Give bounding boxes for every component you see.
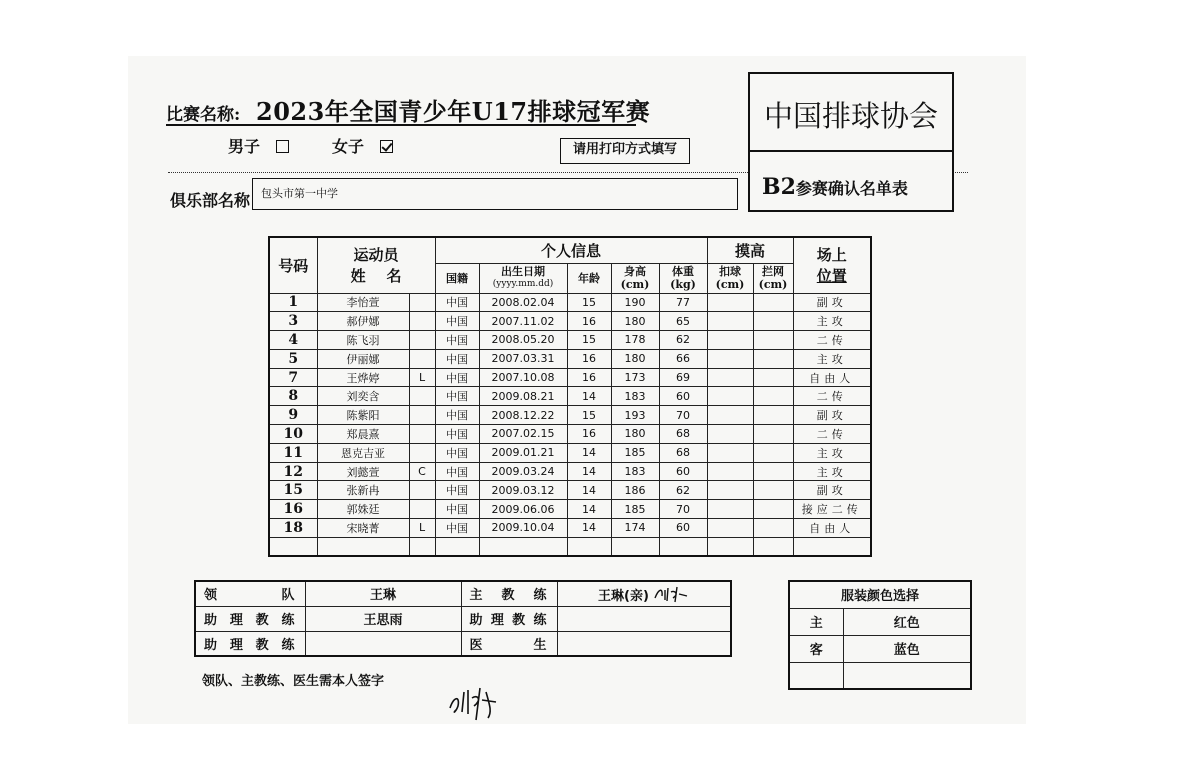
player-number[interactable]: 15 <box>269 481 317 500</box>
player-birth-date[interactable]: 2009.10.04 <box>479 519 567 538</box>
leader-signature <box>446 682 508 722</box>
doctor-name[interactable] <box>557 631 731 656</box>
player-spike-reach[interactable] <box>707 537 753 556</box>
home-color[interactable]: 红色 <box>843 608 971 635</box>
player-birth-date[interactable]: 2007.10.08 <box>479 368 567 387</box>
male-label: 男子 <box>228 137 261 156</box>
player-weight[interactable]: 60 <box>659 519 707 538</box>
player-name[interactable]: 张新冉 <box>317 481 409 500</box>
player-block-reach[interactable] <box>753 500 793 519</box>
player-block-reach[interactable] <box>753 537 793 556</box>
player-name[interactable]: 陈紫阳 <box>317 406 409 425</box>
title-underline <box>166 124 636 126</box>
player-height[interactable] <box>611 537 659 556</box>
player-nationality[interactable]: 中国 <box>435 519 479 538</box>
player-position[interactable]: 主攻 <box>793 312 871 331</box>
player-role-flag[interactable] <box>409 537 435 556</box>
player-age[interactable]: 15 <box>567 406 611 425</box>
table-row <box>269 537 871 556</box>
player-nationality[interactable]: 中国 <box>435 406 479 425</box>
player-nationality[interactable]: 中国 <box>435 349 479 368</box>
player-spike-reach[interactable] <box>707 293 753 312</box>
player-number[interactable]: 11 <box>269 443 317 462</box>
player-birth-date[interactable]: 2009.01.21 <box>479 443 567 462</box>
player-number[interactable]: 12 <box>269 462 317 481</box>
player-birth-date[interactable]: 2009.03.24 <box>479 462 567 481</box>
player-age[interactable]: 14 <box>567 387 611 406</box>
team-doctor-name[interactable] <box>557 606 731 631</box>
print-note: 请用打印方式填写 <box>560 138 690 164</box>
player-block-reach[interactable] <box>753 406 793 425</box>
col-weight-label: 体重 <box>672 265 695 278</box>
player-height[interactable]: 180 <box>611 312 659 331</box>
head-coach-name[interactable] <box>557 581 731 606</box>
player-name[interactable]: 刘奕含 <box>317 387 409 406</box>
player-role-flag[interactable] <box>409 387 435 406</box>
player-role-flag[interactable] <box>409 425 435 444</box>
player-spike-reach[interactable] <box>707 406 753 425</box>
player-age[interactable]: 14 <box>567 500 611 519</box>
player-nationality[interactable]: 中国 <box>435 500 479 519</box>
player-weight[interactable]: 60 <box>659 387 707 406</box>
player-position[interactable]: 副攻 <box>793 481 871 500</box>
col-age: 年龄 <box>567 263 611 293</box>
assistant-coach-label: 助理教练 <box>195 606 305 631</box>
player-spike-reach[interactable] <box>707 349 753 368</box>
player-weight[interactable]: 70 <box>659 406 707 425</box>
col-birth <box>479 263 567 293</box>
player-position[interactable]: 主攻 <box>793 462 871 481</box>
table-row <box>269 462 871 481</box>
player-number[interactable]: 18 <box>269 519 317 538</box>
player-weight[interactable]: 62 <box>659 481 707 500</box>
player-birth-date[interactable]: 2007.11.02 <box>479 312 567 331</box>
col-weight-unit: (kg) <box>670 278 696 291</box>
player-name[interactable]: 郝伊娜 <box>317 312 409 331</box>
assistant-coach-2-name[interactable] <box>305 631 461 656</box>
player-nationality[interactable]: 中国 <box>435 312 479 331</box>
head-coach-signature <box>653 584 689 604</box>
player-weight[interactable]: 69 <box>659 368 707 387</box>
player-role-flag[interactable] <box>409 293 435 312</box>
club-label: 俱乐部名称 <box>170 191 251 210</box>
table-row <box>269 387 871 406</box>
roster-table <box>268 236 872 557</box>
player-birth-date[interactable]: 2007.02.15 <box>479 425 567 444</box>
leader-name[interactable]: 王琳 <box>305 581 461 606</box>
col-block <box>753 263 793 293</box>
player-spike-reach[interactable] <box>707 519 753 538</box>
player-weight[interactable]: 68 <box>659 443 707 462</box>
player-weight[interactable]: 65 <box>659 312 707 331</box>
player-nationality[interactable]: 中国 <box>435 462 479 481</box>
player-role-flag[interactable] <box>409 481 435 500</box>
doctor-label: 医生 <box>461 631 557 656</box>
player-birth-date[interactable]: 2009.03.12 <box>479 481 567 500</box>
player-nationality[interactable]: 中国 <box>435 293 479 312</box>
player-birth-date[interactable]: 2008.05.20 <box>479 331 567 350</box>
player-birth-date[interactable] <box>479 537 567 556</box>
player-weight[interactable]: 60 <box>659 462 707 481</box>
away-label: 客 <box>789 635 843 662</box>
player-name[interactable]: 郭姝廷 <box>317 500 409 519</box>
away-color[interactable]: 蓝色 <box>843 635 971 662</box>
player-number[interactable]: 4 <box>269 331 317 350</box>
player-height[interactable]: 190 <box>611 293 659 312</box>
player-spike-reach[interactable] <box>707 312 753 331</box>
player-spike-reach[interactable] <box>707 387 753 406</box>
form-name: 参赛确认名单表 <box>795 179 908 198</box>
player-name[interactable] <box>317 537 409 556</box>
player-role-flag[interactable]: C <box>409 462 435 481</box>
player-block-reach[interactable] <box>753 443 793 462</box>
player-height[interactable]: 174 <box>611 519 659 538</box>
female-checkbox[interactable] <box>380 140 393 153</box>
player-nationality[interactable]: 中国 <box>435 425 479 444</box>
player-birth-date[interactable]: 2009.06.06 <box>479 500 567 519</box>
player-age[interactable]: 16 <box>567 425 611 444</box>
club-name-field[interactable]: 包头市第一中学 <box>252 178 738 210</box>
table-row <box>269 443 871 462</box>
player-position[interactable]: 二传 <box>793 331 871 350</box>
col-athlete <box>317 237 435 293</box>
player-position[interactable]: 自由人 <box>793 519 871 538</box>
player-age[interactable]: 16 <box>567 312 611 331</box>
uniform-title: 服装颜色选择 <box>789 581 971 608</box>
player-height[interactable]: 180 <box>611 349 659 368</box>
player-spike-reach[interactable] <box>707 481 753 500</box>
uniform-blank-label <box>789 662 843 689</box>
uniform-blank-value <box>843 662 971 689</box>
player-birth-date[interactable]: 2007.03.31 <box>479 349 567 368</box>
player-number[interactable]: 16 <box>269 500 317 519</box>
player-age[interactable]: 14 <box>567 481 611 500</box>
table-row <box>269 331 871 350</box>
player-name[interactable]: 李怡萱 <box>317 293 409 312</box>
col-weight <box>659 263 707 293</box>
player-position[interactable]: 副攻 <box>793 293 871 312</box>
player-weight[interactable] <box>659 537 707 556</box>
col-spike-label: 扣球 <box>719 265 742 278</box>
player-block-reach[interactable] <box>753 519 793 538</box>
form-title <box>762 174 908 200</box>
player-block-reach[interactable] <box>753 368 793 387</box>
col-athlete-line1: 运动员 <box>353 246 399 265</box>
player-position[interactable]: 主攻 <box>793 349 871 368</box>
player-block-reach[interactable] <box>753 293 793 312</box>
player-role-flag[interactable]: L <box>409 368 435 387</box>
player-age[interactable]: 15 <box>567 331 611 350</box>
player-role-flag[interactable] <box>409 349 435 368</box>
player-weight[interactable]: 66 <box>659 349 707 368</box>
player-spike-reach[interactable] <box>707 331 753 350</box>
player-nationality[interactable]: 中国 <box>435 481 479 500</box>
signature-note: 领队、主教练、医生需本人签字 <box>202 674 385 689</box>
assistant-coach-2-label: 助理教练 <box>195 631 305 656</box>
player-number[interactable]: 10 <box>269 425 317 444</box>
col-birth-format: (yyyy.mm.dd) <box>492 279 554 289</box>
form-sheet <box>128 56 1026 724</box>
player-number[interactable]: 9 <box>269 406 317 425</box>
player-height[interactable]: 183 <box>611 387 659 406</box>
table-row <box>269 406 871 425</box>
male-checkbox[interactable] <box>276 140 289 153</box>
player-role-flag[interactable] <box>409 331 435 350</box>
player-block-reach[interactable] <box>753 425 793 444</box>
col-nationality: 国籍 <box>435 263 479 293</box>
player-height[interactable]: 193 <box>611 406 659 425</box>
leader-label: 领队 <box>195 581 305 606</box>
match-label: 比赛名称: <box>166 105 241 125</box>
table-row <box>269 349 871 368</box>
player-spike-reach[interactable] <box>707 500 753 519</box>
col-number: 号码 <box>269 237 317 293</box>
player-weight[interactable]: 70 <box>659 500 707 519</box>
player-block-reach[interactable] <box>753 349 793 368</box>
player-birth-date[interactable]: 2008.12.22 <box>479 406 567 425</box>
col-height-label: 身高 <box>624 265 647 278</box>
player-name[interactable]: 宋晓菁 <box>317 519 409 538</box>
player-weight[interactable]: 68 <box>659 425 707 444</box>
player-role-flag[interactable] <box>409 500 435 519</box>
player-nationality[interactable]: 中国 <box>435 443 479 462</box>
col-height <box>611 263 659 293</box>
col-info: 个人信息 <box>435 237 707 263</box>
col-spike <box>707 263 753 293</box>
assistant-coach-name[interactable]: 王思雨 <box>305 606 461 631</box>
player-height[interactable]: 185 <box>611 443 659 462</box>
table-row <box>269 481 871 500</box>
player-nationality[interactable]: 中国 <box>435 387 479 406</box>
player-name[interactable]: 陈飞羽 <box>317 331 409 350</box>
player-age[interactable]: 15 <box>567 293 611 312</box>
col-position-line2: 位置 <box>816 267 847 286</box>
player-weight[interactable]: 77 <box>659 293 707 312</box>
player-height[interactable]: 186 <box>611 481 659 500</box>
head-coach-name-text: 王琳(亲) <box>598 588 649 604</box>
player-nationality[interactable]: 中国 <box>435 368 479 387</box>
col-height-unit: (cm) <box>620 278 650 291</box>
home-label: 主 <box>789 608 843 635</box>
player-block-reach[interactable] <box>753 312 793 331</box>
head-coach-label: 主教练 <box>461 581 557 606</box>
player-role-flag[interactable] <box>409 406 435 425</box>
table-row <box>269 368 871 387</box>
association-box <box>748 72 954 212</box>
player-position[interactable]: 接应二传 <box>793 500 871 519</box>
player-position[interactable]: 副攻 <box>793 406 871 425</box>
col-block-unit: (cm) <box>758 278 788 291</box>
team-doctor-label: 助理教练 <box>461 606 557 631</box>
player-age[interactable]: 16 <box>567 368 611 387</box>
player-block-reach[interactable] <box>753 462 793 481</box>
player-height[interactable]: 173 <box>611 368 659 387</box>
table-row <box>269 425 871 444</box>
player-name[interactable]: 郑晨熹 <box>317 425 409 444</box>
roster-body <box>269 293 871 556</box>
player-position[interactable]: 二传 <box>793 425 871 444</box>
player-nationality[interactable] <box>435 537 479 556</box>
col-position <box>793 237 871 293</box>
player-block-reach[interactable] <box>753 481 793 500</box>
player-age[interactable] <box>567 537 611 556</box>
player-number[interactable]: 7 <box>269 368 317 387</box>
player-block-reach[interactable] <box>753 387 793 406</box>
player-block-reach[interactable] <box>753 331 793 350</box>
player-age[interactable]: 14 <box>567 443 611 462</box>
player-weight[interactable]: 62 <box>659 331 707 350</box>
staff-table <box>194 580 732 657</box>
player-position[interactable]: 主攻 <box>793 443 871 462</box>
player-height[interactable]: 185 <box>611 500 659 519</box>
player-spike-reach[interactable] <box>707 425 753 444</box>
player-position[interactable] <box>793 537 871 556</box>
player-number[interactable]: 5 <box>269 349 317 368</box>
male-option[interactable] <box>228 134 289 157</box>
association-name: 中国排球协会 <box>763 99 938 133</box>
player-age[interactable]: 16 <box>567 349 611 368</box>
player-birth-date[interactable]: 2009.08.21 <box>479 387 567 406</box>
player-name[interactable]: 伊丽娜 <box>317 349 409 368</box>
player-role-flag[interactable] <box>409 443 435 462</box>
player-age[interactable]: 14 <box>567 519 611 538</box>
female-label: 女子 <box>332 137 365 156</box>
player-height[interactable]: 180 <box>611 425 659 444</box>
uniform-table <box>788 580 972 690</box>
player-number[interactable]: 3 <box>269 312 317 331</box>
player-height[interactable]: 178 <box>611 331 659 350</box>
player-spike-reach[interactable] <box>707 443 753 462</box>
form-code: B2 <box>762 174 796 200</box>
col-position-line1: 场上 <box>816 246 847 265</box>
player-number[interactable] <box>269 537 317 556</box>
col-spike-unit: (cm) <box>715 278 745 291</box>
player-name[interactable]: 刘懿萱 <box>317 462 409 481</box>
player-height[interactable]: 183 <box>611 462 659 481</box>
col-reach: 摸高 <box>707 237 793 263</box>
player-number[interactable]: 8 <box>269 387 317 406</box>
table-row <box>269 519 871 538</box>
table-row <box>269 293 871 312</box>
table-row <box>269 500 871 519</box>
col-block-label: 拦网 <box>762 265 785 278</box>
player-role-flag[interactable] <box>409 312 435 331</box>
player-role-flag[interactable]: L <box>409 519 435 538</box>
player-position[interactable]: 二传 <box>793 387 871 406</box>
female-option[interactable] <box>332 134 393 157</box>
association-divider <box>750 150 952 152</box>
col-athlete-line2: 姓 名 <box>350 267 402 286</box>
col-birth-label: 出生日期 <box>501 265 546 278</box>
match-title: 2023年全国青少年U17排球冠军赛 <box>256 97 651 126</box>
player-nationality[interactable]: 中国 <box>435 331 479 350</box>
player-spike-reach[interactable] <box>707 462 753 481</box>
player-spike-reach[interactable] <box>707 368 753 387</box>
player-name[interactable]: 恩克吉亚 <box>317 443 409 462</box>
player-birth-date[interactable]: 2008.02.04 <box>479 293 567 312</box>
table-row <box>269 312 871 331</box>
player-number[interactable]: 1 <box>269 293 317 312</box>
player-name[interactable]: 王烨婷 <box>317 368 409 387</box>
player-position[interactable]: 自由人 <box>793 368 871 387</box>
player-age[interactable]: 14 <box>567 462 611 481</box>
